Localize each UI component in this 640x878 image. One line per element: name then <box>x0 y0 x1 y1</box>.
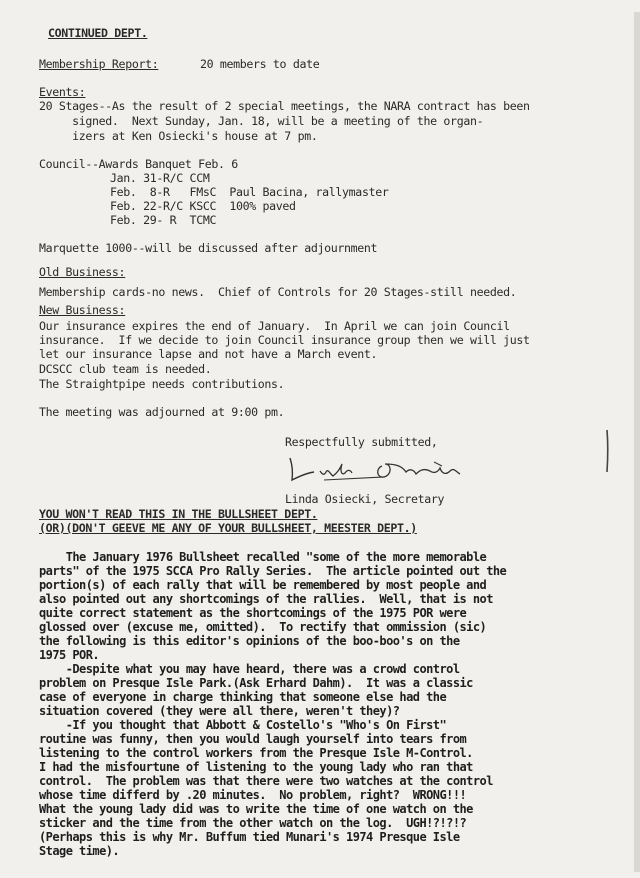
article-line: control. The problem was that there were two watches at the control <box>39 774 493 788</box>
article-line: (Perhaps this is why Mr. Buffum tied Munari's 1974 Presque Isle <box>39 830 460 844</box>
article-line: The January 1976 Bullsheet recalled "some of the more memorable <box>39 550 487 564</box>
new-business-line: Our insurance expires the end of January. In April we can join Council <box>39 319 510 333</box>
schedule-item: Feb. 8-R FMsC Paul Bacina, rallymaster <box>110 185 389 199</box>
article-line: I had the misfourtune of listening to the young lady who ran that <box>39 760 473 774</box>
article-line: sticker and the time from the other watch on the log. UGH!?!?!? <box>39 816 467 830</box>
article-line: case of everyone in charge thinking that someone else had the <box>39 690 447 704</box>
article-line: whose time differd by .20 minutes. No problem, right? WRONG!!! <box>39 788 467 802</box>
signer-name: Linda Osiecki, Secretary <box>285 492 445 506</box>
old-business-text: Membership cards-no news. Chief of Controls for 20 Stages-still needed. <box>39 285 517 299</box>
new-business-line: let our insurance lapse and not have a March event. <box>39 347 378 361</box>
article-line: portion(s) of each rally that will be remembered by most people and <box>39 578 487 592</box>
article-line: -Despite what you may have heard, there was a crowd control <box>39 662 460 676</box>
membership-text: 20 members to date <box>200 57 320 71</box>
events-line: 20 Stages--As the result of 2 special meetings, the NARA contract has been <box>39 99 530 113</box>
council-heading: Council--Awards Banquet Feb. 6 <box>39 157 238 171</box>
article-line: also pointed out any shortcomings of the rallies. Well, that is not <box>39 592 493 606</box>
new-business-line: The Straightpipe needs contributions. <box>39 377 285 391</box>
events-line: izers at Ken Osiecki's house at 7 pm. <box>39 129 318 143</box>
page-title: CONTINUED DEPT. <box>48 26 148 40</box>
new-business-label: New Business: <box>39 303 126 317</box>
new-business-line: insurance. If we decide to join Council insurance group then we will just <box>39 333 530 347</box>
closing-line: Respectfully submitted, <box>285 435 438 449</box>
schedule-item: Jan. 31-R/C CCM <box>110 171 210 185</box>
schedule-item: Feb. 22-R/C KSCC 100% paved <box>110 199 296 213</box>
article-line: What the young lady did was to write the time of one watch on the <box>39 802 473 816</box>
old-business-label: Old Business: <box>39 265 126 279</box>
article-line: problem on Presque Isle Park.(Ask Erhard Dahm). It was a classic <box>39 676 473 690</box>
schedule-item: Feb. 29- R TCMC <box>110 213 217 227</box>
new-business-line: DCSCC club team is needed. <box>39 362 212 376</box>
article-line: listening to the control workers from the Presque Isle M-Control. <box>39 746 473 760</box>
bullsheet-subtitle: (OR)(DON'T GEEVE ME ANY OF YOUR BULLSHEET, MEESTER DEPT.) <box>39 521 417 535</box>
handwritten-signature <box>284 452 484 486</box>
article-line: -If you thought that Abbott & Costello's "Who's On First" <box>39 718 447 732</box>
bullsheet-title: YOU WON'T READ THIS IN THE BULLSHEET DEPT. <box>39 507 318 521</box>
marquette-note: Marquette 1000--will be discussed after adjournment <box>39 241 378 255</box>
article-line: situation covered (they were all there, weren't they)? <box>39 704 400 718</box>
article-line: parts" of the 1975 SCCA Pro Rally Series. The article pointed out the <box>39 564 507 578</box>
article-line: the following is this editor's opinions of the boo-boo's on the <box>39 634 460 648</box>
article-line: 1975 POR. <box>39 648 100 662</box>
events-line: signed. Next Sunday, Jan. 18, will be a meeting of the organ- <box>39 114 484 128</box>
article-line: quite correct statement as the shortcomings of the 1975 POR were <box>39 606 467 620</box>
article-line: Stage time). <box>39 844 120 858</box>
adjourned-note: The meeting was adjourned at 9:00 pm. <box>39 405 285 419</box>
article-line: glossed over (excuse me, omitted). To rectify that ommission (sic) <box>39 620 487 634</box>
pen-mark <box>600 428 614 474</box>
membership-label: Membership Report: <box>39 57 159 71</box>
article-line: routine was funny, then you would laugh yourself into tears from <box>39 732 467 746</box>
page-edge-shadow <box>630 12 640 872</box>
events-label: Events: <box>39 85 86 99</box>
